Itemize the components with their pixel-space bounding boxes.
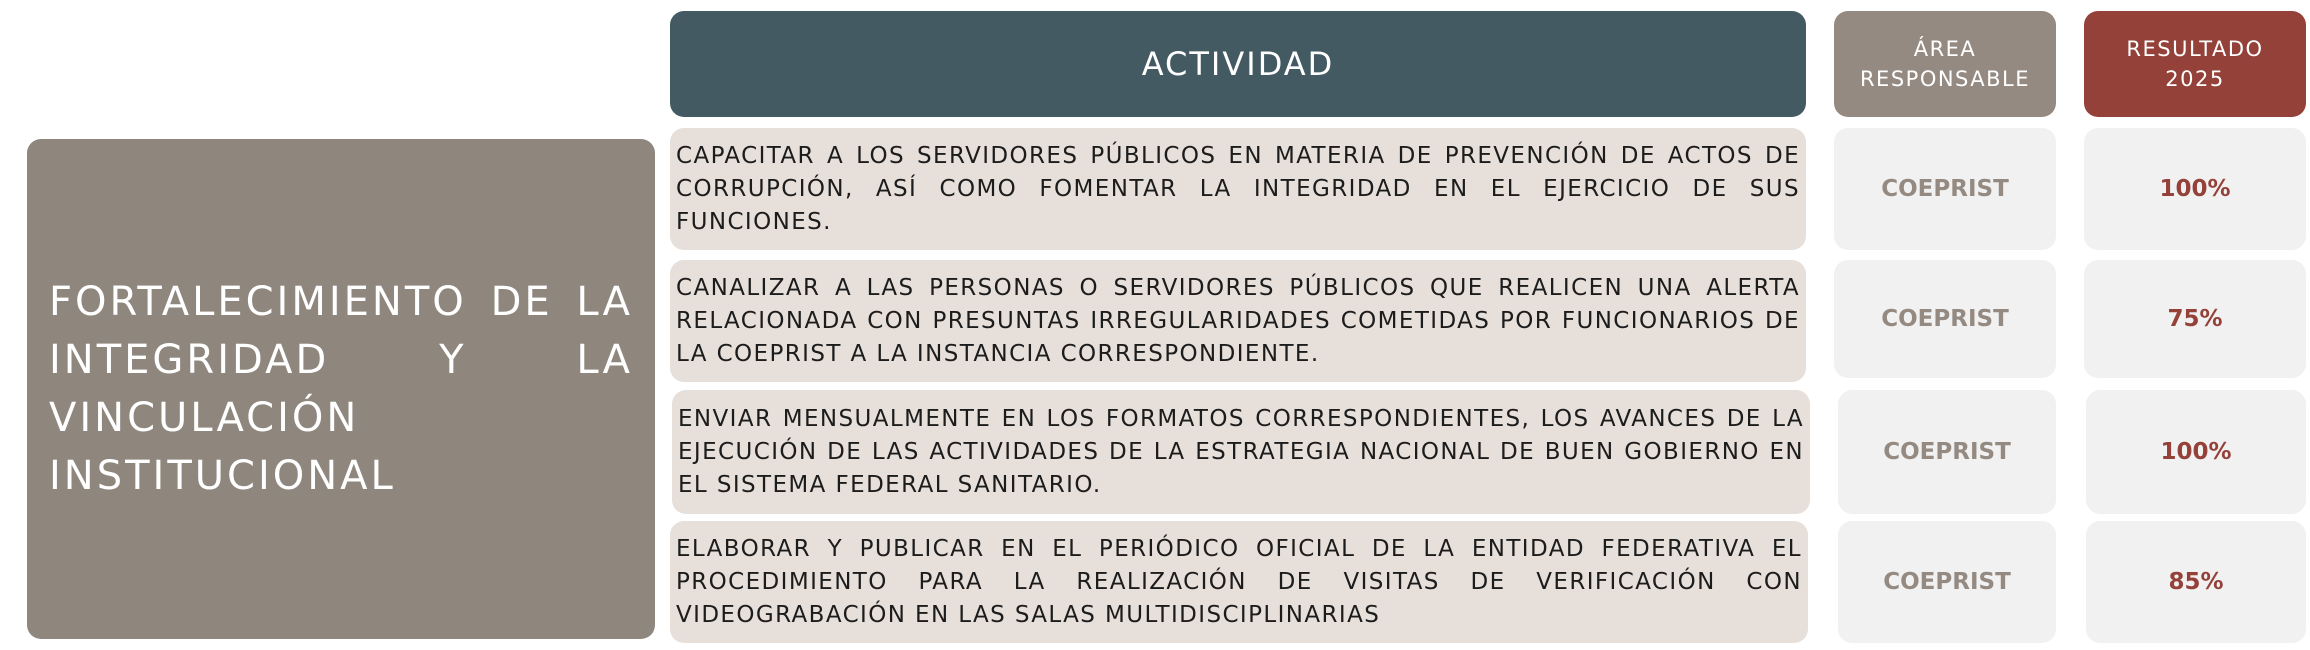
area-value: COEPRIST (1881, 176, 2009, 202)
area-cell-4 (1838, 521, 2056, 643)
activity-text: CANALIZAR A LAS PERSONAS O SERVIDORES PÚBLICOS QUE REALICEN UNA ALERTA RELACIONADA CON PRESUNTAS IRREGULARIDADES COMETIDAS POR FUNCIONARIOS DE LA COEPRIST A LA INSTANCIA CORRESPONDIENTE. (676, 274, 1800, 367)
resultado-value: 75% (2167, 306, 2223, 332)
section-title-box (27, 139, 655, 639)
resultado-header-line2: 2025 (2165, 67, 2225, 91)
actividad-header (670, 11, 1806, 117)
resultado-value: 100% (2159, 176, 2231, 202)
area-cell-1 (1834, 128, 2056, 250)
area-value: COEPRIST (1883, 439, 2011, 465)
activity-row-1 (670, 128, 1806, 250)
resultado-cell-3 (2086, 390, 2306, 514)
area-cell-2 (1834, 260, 2056, 378)
activity-row-2 (670, 260, 1806, 382)
resultado-value: 85% (2168, 569, 2224, 595)
resultado-cell-1 (2084, 128, 2306, 250)
activity-row-3 (672, 390, 1810, 514)
area-header-line1: ÁREA (1913, 37, 1977, 61)
activity-text: ENVIAR MENSUALMENTE EN LOS FORMATOS CORRESPONDIENTES, LOS AVANCES DE LA EJECUCIÓN DE LAS ACTIVIDADES DE LA ESTRATEGIA NACIONAL DE BUEN GOBIERNO EN EL SISTEMA FEDERAL SANITARIO. (678, 405, 1804, 498)
area-header-line2: RESPONSABLE (1859, 67, 2031, 91)
area-value: COEPRIST (1881, 306, 2009, 332)
resultado-header-line1: RESULTADO (2126, 37, 2264, 61)
activity-text: CAPACITAR A LOS SERVIDORES PÚBLICOS EN MATERIA DE PREVENCIÓN DE ACTOS DE CORRUPCIÓN, ASÍ COMO FOMENTAR LA INTEGRIDAD EN EL EJERCICIO DE SUS FUNCIONES. (676, 142, 1800, 235)
area-cell-3 (1838, 390, 2056, 514)
area-responsable-header (1834, 11, 2056, 117)
activity-text: ELABORAR Y PUBLICAR EN EL PERIÓDICO OFICIAL DE LA ENTIDAD FEDERATIVA EL PROCEDIMIENTO PARA LA REALIZACIÓN DE VISITAS DE VERIFICACIÓN CON VIDEOGRABACIÓN EN LAS SALAS MULTIDISCIPLINARIAS (676, 535, 1802, 628)
resultado-cell-2 (2084, 260, 2306, 378)
resultado-header (2084, 11, 2306, 117)
area-value: COEPRIST (1883, 569, 2011, 595)
actividad-header-label: ACTIVIDAD (1141, 45, 1335, 83)
section-title: FORTALECIMIENTO DE LA INTEGRIDAD Y LA VINCULACIÓN INSTITUCIONAL (49, 279, 633, 499)
resultado-cell-4 (2086, 521, 2306, 643)
resultado-value: 100% (2160, 439, 2232, 465)
activity-row-4 (670, 521, 1808, 643)
